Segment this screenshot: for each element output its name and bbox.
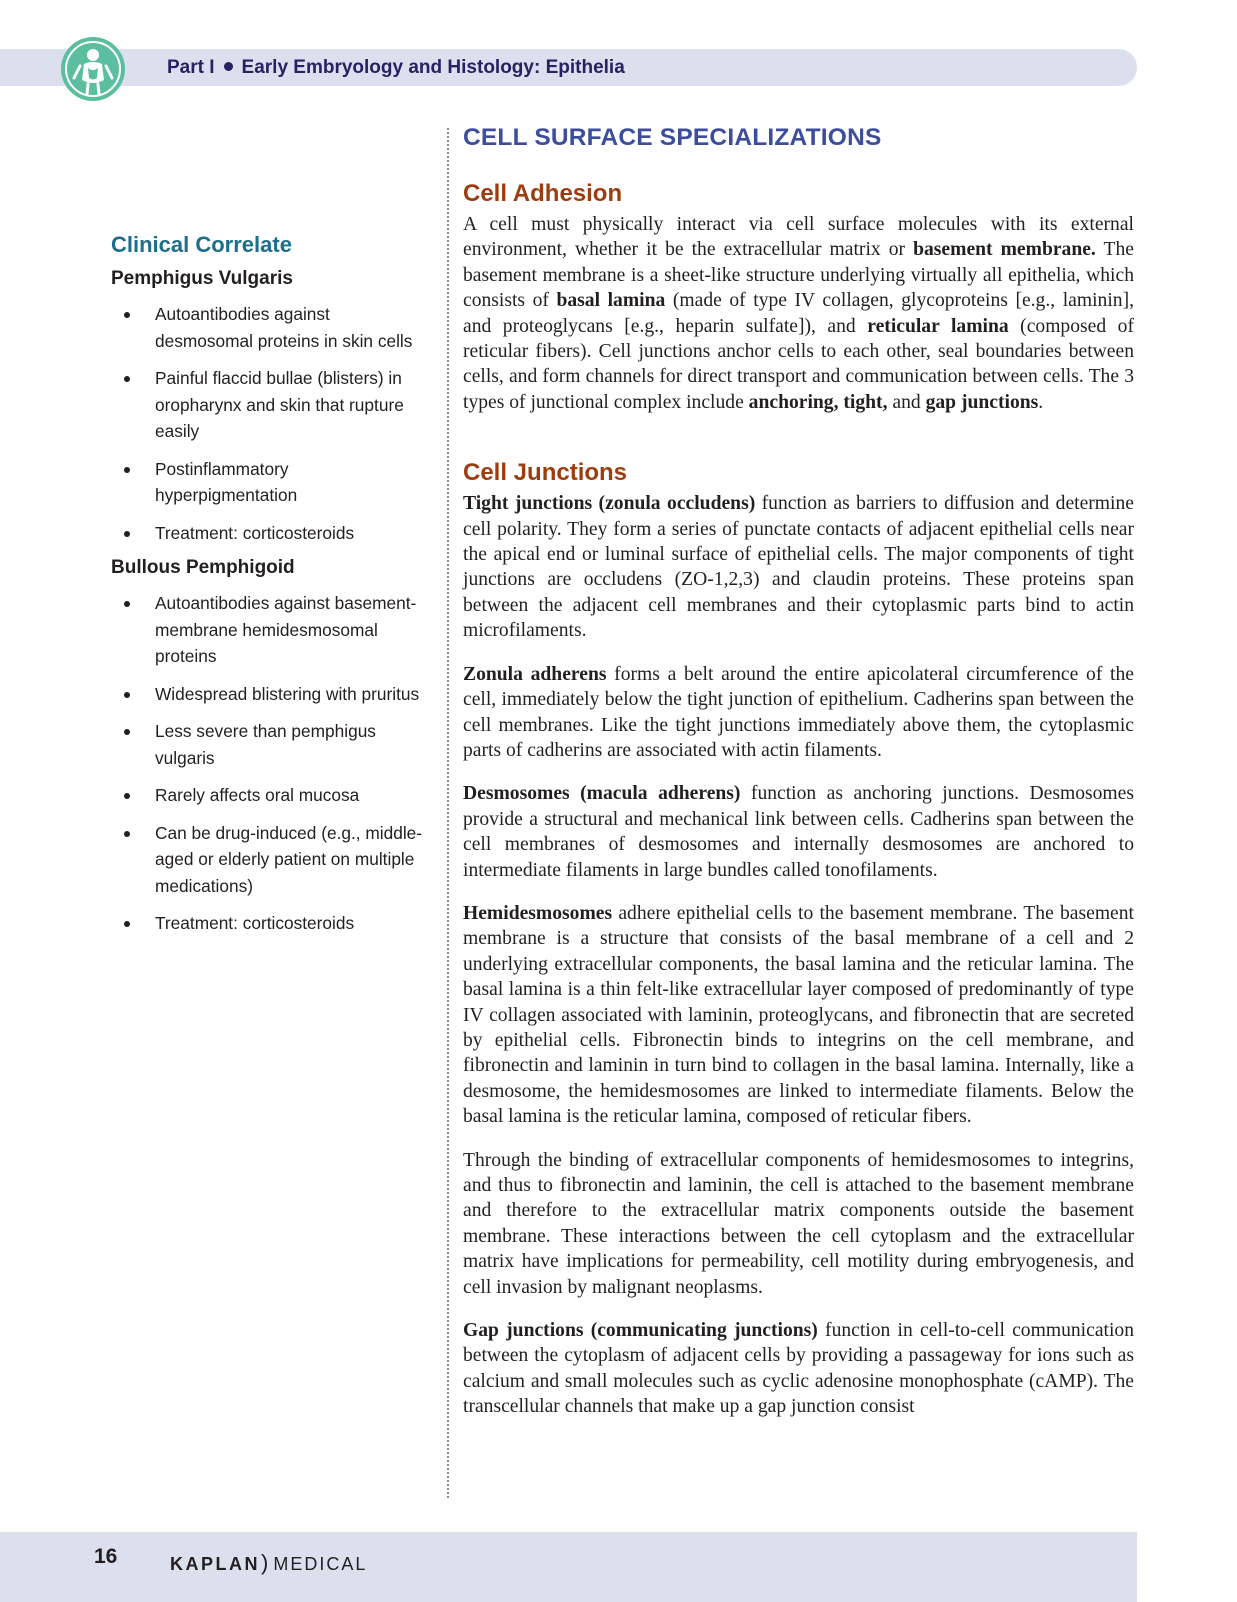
sidebar-heading-pemphigus: Pemphigus Vulgaris bbox=[111, 268, 293, 289]
paragraph-zonula-adherens: Zonula adherens forms a belt around the entire apicolateral circumference of the cell, immediately below the tight junction of epithelium. Cadherins span between the cell membranes. Like the tight junctions immediately above them, the cytoplasmic parts of cadherins are associated with actin filaments. bbox=[463, 663, 1134, 761]
paragraph-hemidesmosomes: Hemidesmosomes adhere epithelial cells to the basement membrane. The basement membrane is a structure that consists of the basal membrane of a cell and 2 underlying extracellular components, the basal lamina and the reticular lamina. The basal lamina is a thin felt-like extracellular layer composed of predominantly of type IV collagen associated with laminin, proteoglycans, and fibronectin that are secreted by epithelial cells. Fibronectin binds to integrins on the cell membrane, and fibronectin and laminin in turn bind to collagen in the basal lamina. Internally, like a desmosome, the hemidesmosomes are linked to intermediate filaments. Below the basal lamina is the reticular lamina, composed of reticular fibers. bbox=[463, 902, 1134, 1128]
anatomy-figure-icon bbox=[60, 36, 126, 102]
page-number: 16 bbox=[94, 1545, 118, 1568]
page-title: CELL SURFACE SPECIALIZATIONS bbox=[463, 124, 882, 151]
paragraph-tight-junctions: Tight junctions (zonula occludens) function as barriers to diffusion and determine cell polarity. They form a series of punctate contacts of adjacent epithelial cells near the apical end or luminal surface of epithelial cells. The major components of tight junctions are occludens (ZO-1,2,3) and claudin proteins. These proteins span between the adjacent cell membranes and their cytoplasmic parts bind to actin microfilaments. bbox=[463, 493, 1134, 642]
bullet-icon bbox=[124, 831, 130, 837]
list-item: Autoantibodies against desmosomal proteins in skin cells bbox=[111, 301, 431, 354]
paragraph-binding: Through the binding of extracellular components of hemidesmosomes to integrins, and thus to fibronectin and laminin, the cell is attached to the basement membrane and therefore to the extracellular matrix components outside the basement membrane. These interactions between the cell cytoplasm and the extracellular matrix have implications for permeability, cell motility during embryogenesis, and cell invasion by malignant neoplasms. bbox=[463, 1149, 1134, 1298]
brand-suffix: MEDICAL bbox=[273, 1554, 368, 1574]
bullet-icon bbox=[124, 312, 130, 318]
list-item: Widespread blistering with pruritus bbox=[111, 681, 431, 708]
header-title: Early Embryology and Histology: Epithelia bbox=[241, 57, 625, 78]
list-item: Treatment: corticosteroids bbox=[111, 910, 431, 937]
bullet-dot-icon bbox=[224, 62, 233, 71]
running-header bbox=[167, 57, 625, 79]
sidebar-heading-pemphigoid: Bullous Pemphigoid bbox=[111, 557, 295, 578]
logo-swoosh-icon: ) bbox=[261, 1550, 271, 1575]
bullet-icon bbox=[124, 601, 130, 607]
list-item: Can be drug-induced (e.g., middle-aged or elderly patient on multiple medications) bbox=[111, 820, 431, 900]
section-heading-cell-adhesion: Cell Adhesion bbox=[463, 180, 623, 207]
bullet-icon bbox=[124, 692, 130, 698]
bullet-icon bbox=[124, 376, 130, 382]
paragraph-cell-adhesion: A cell must physically interact via cell surface molecules with its external environment, whether it be the extracellular matrix or basement membrane. The basement membrane is a sheet-like structure underlying virtually all epithelia, which consists of basal lamina (made of type IV collagen, glycoproteins [e.g., laminin], and proteoglycans [e.g., heparin sulfate]), and reticular lamina (composed of reticular fibers). Cell junctions anchor cells to each other, seal boundaries between cells, and form channels for direct transport and communication between cells. The 3 types of junctional complex include anchoring, tight, and gap junctions. bbox=[463, 214, 1134, 413]
sidebar-title: Clinical Correlate bbox=[111, 232, 292, 257]
list-item: Painful flaccid bullae (blisters) in oropharynx and skin that rupture easily bbox=[111, 365, 431, 445]
list-item: Autoantibodies against basement-membrane hemidesmosomal proteins bbox=[111, 590, 431, 670]
bullet-icon bbox=[124, 467, 130, 473]
list-item: Less severe than pemphigus vulgaris bbox=[111, 718, 431, 771]
list-item: Rarely affects oral mucosa bbox=[111, 782, 431, 809]
header-part: Part I bbox=[167, 57, 215, 78]
main-column bbox=[463, 124, 1134, 1438]
paragraph-gap-junctions: Gap junctions (communicating junctions) function in cell-to-cell communication between the cytoplasm of adjacent cells by providing a passageway for ions such as calcium and small molecules such as cyclic adenosine monophosphate (cAMP). The transcellular channels that make up a gap junction consist bbox=[463, 1320, 1134, 1418]
bullet-icon bbox=[124, 793, 130, 799]
pemphigoid-list bbox=[111, 590, 431, 937]
pemphigus-list bbox=[111, 301, 431, 546]
brand-name: KAPLAN bbox=[170, 1554, 260, 1574]
list-item: Treatment: corticosteroids bbox=[111, 520, 431, 547]
paragraph-desmosomes: Desmosomes (macula adherens) function as anchoring junctions. Desmosomes provide a structural and mechanical link between cells. Cadherins span between the cell membranes of desmosomes and internally desmosomes are anchored to intermediate filaments in large bundles called tonofilaments. bbox=[463, 783, 1134, 881]
clinical-correlate-sidebar bbox=[111, 232, 431, 948]
bullet-icon bbox=[124, 729, 130, 735]
list-item: Postinflammatory hyperpigmentation bbox=[111, 456, 431, 509]
kaplan-medical-logo bbox=[170, 1550, 367, 1576]
section-heading-cell-junctions: Cell Junctions bbox=[463, 459, 628, 487]
column-divider bbox=[447, 128, 449, 1498]
bullet-icon bbox=[124, 921, 130, 927]
bullet-icon bbox=[124, 531, 130, 537]
